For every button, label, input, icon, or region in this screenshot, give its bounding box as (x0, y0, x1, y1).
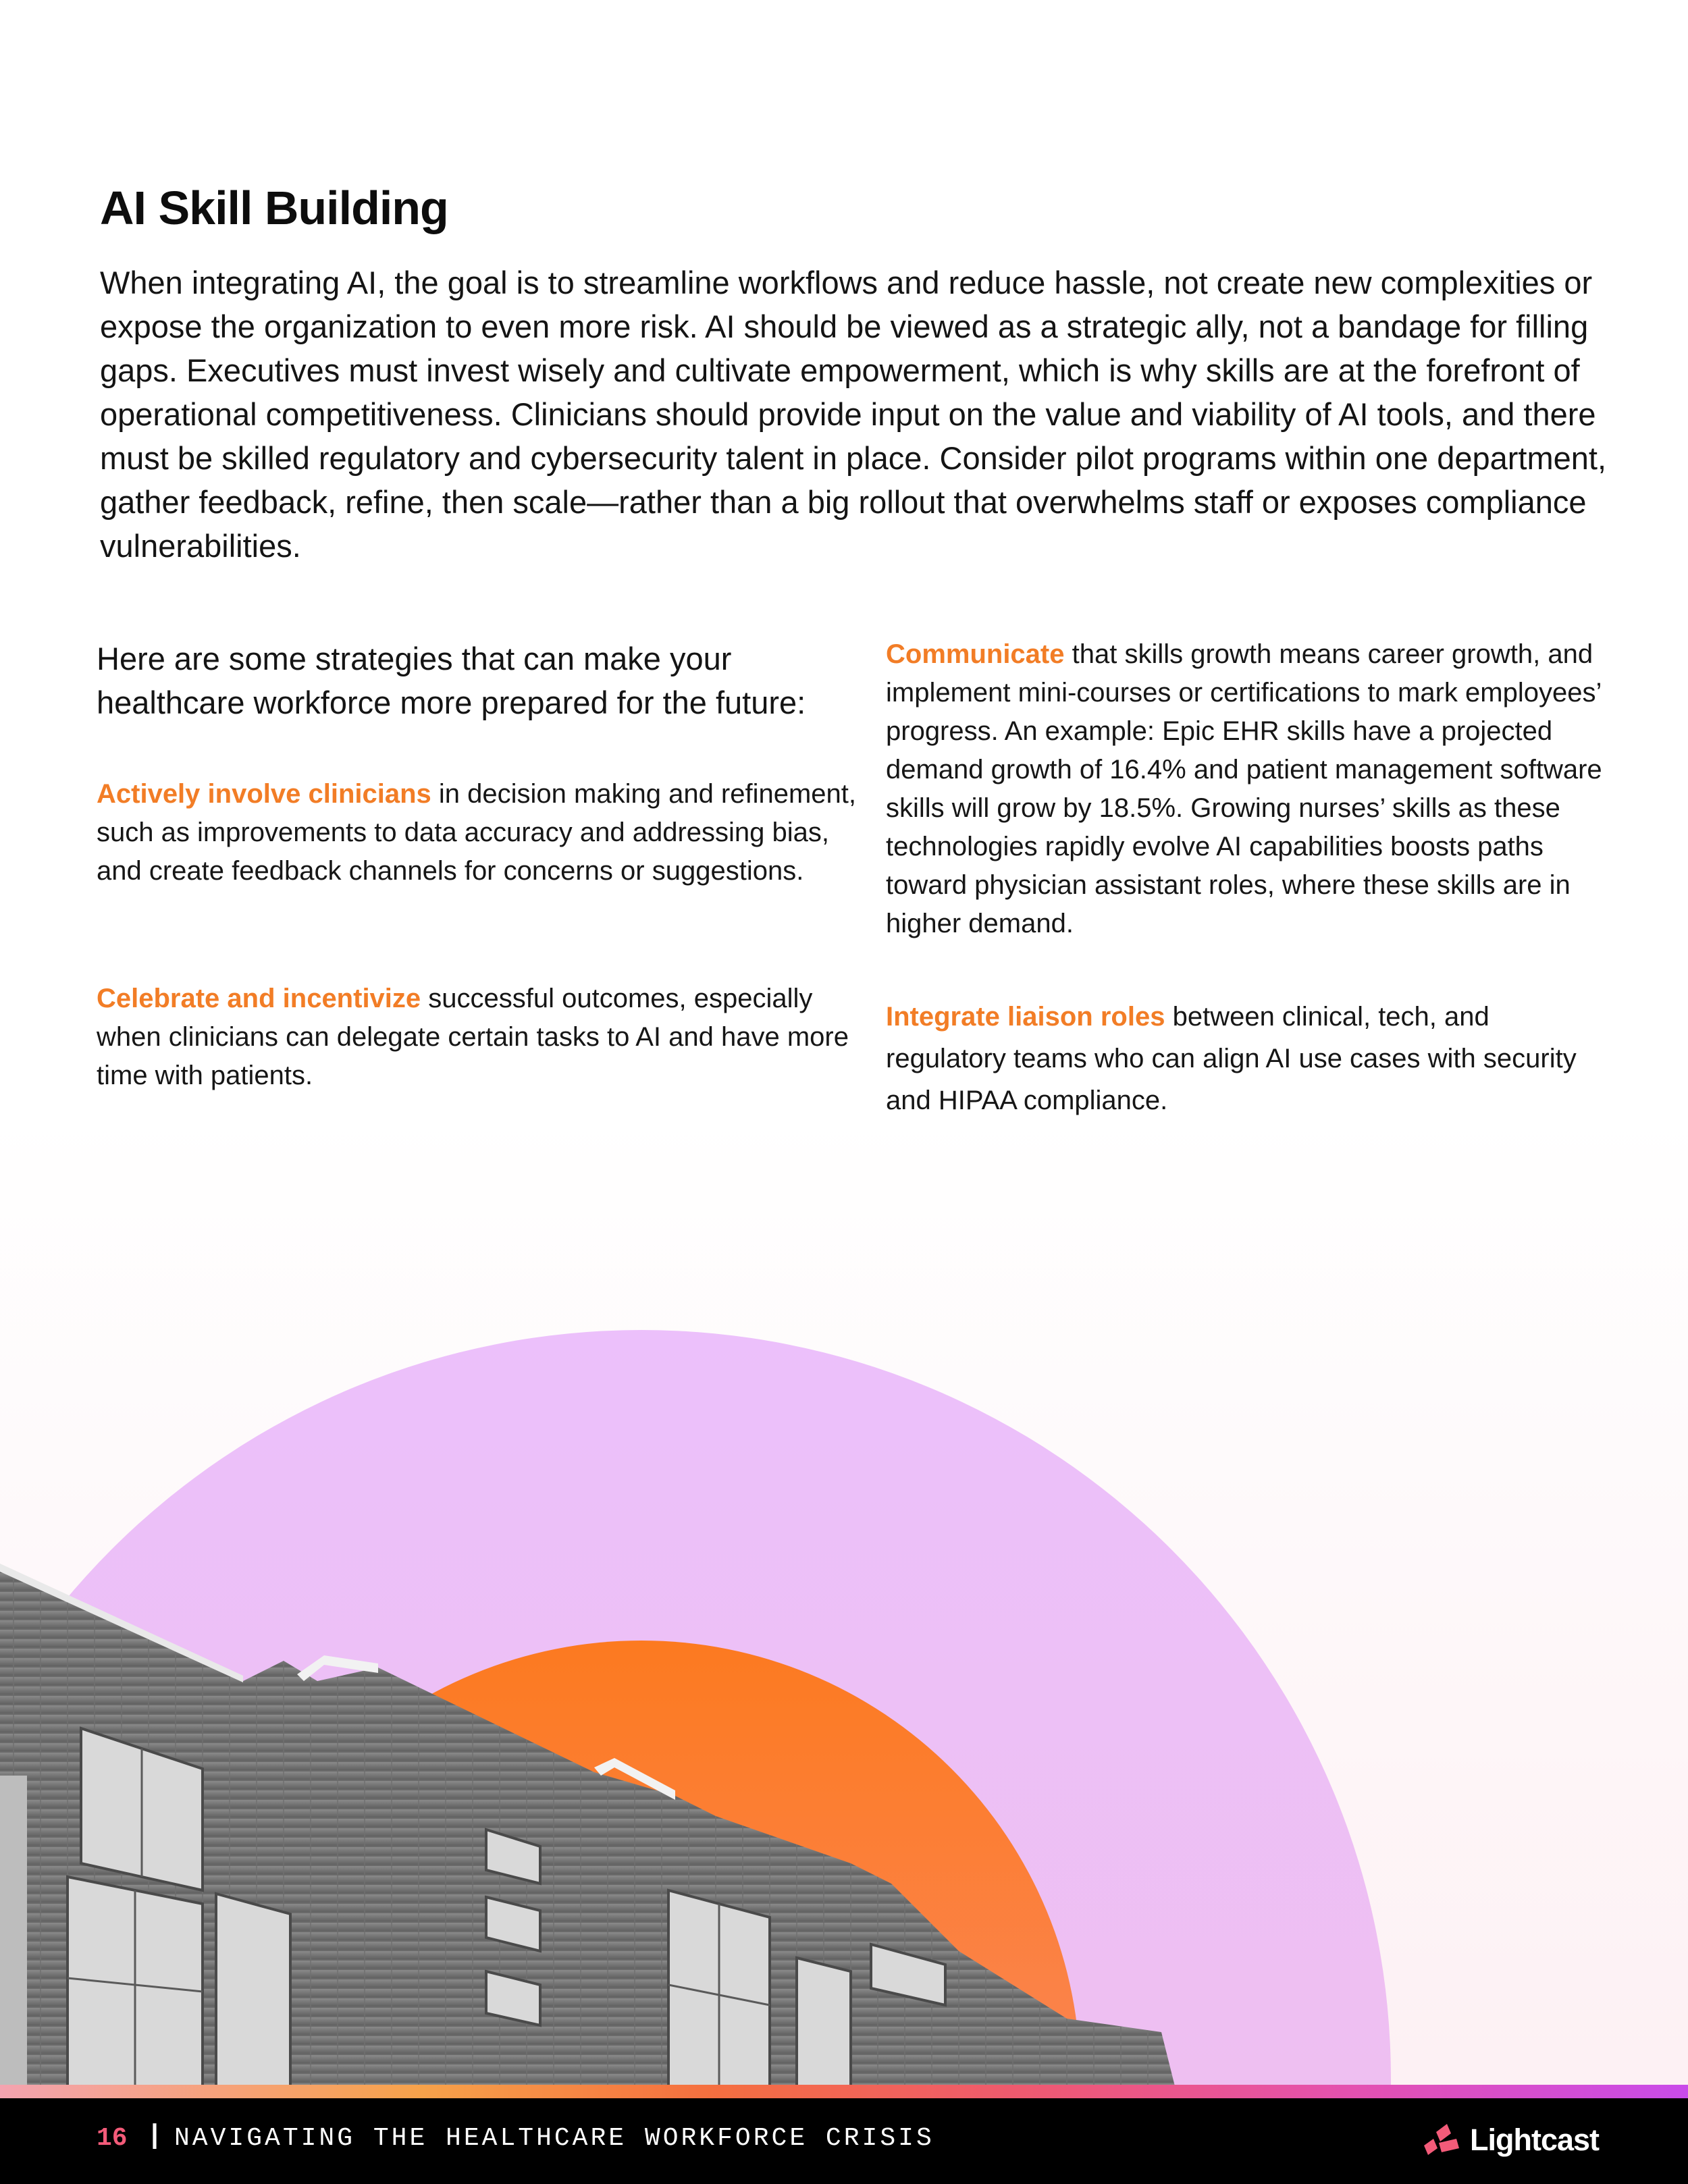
strategies-lead: Here are some strategies that can make your healthcare workforce more prepared for the future: (97, 641, 806, 720)
strategy-communicate (886, 635, 1612, 943)
page-title: AI Skill Building (100, 182, 448, 234)
strategy-highlight: Communicate (886, 639, 1065, 669)
page-number: 16 (97, 2124, 128, 2153)
strategy-highlight: Actively involve clinicians (97, 779, 431, 809)
strategy-highlight: Integrate liaison roles (886, 1002, 1165, 1032)
page-footer (0, 2098, 1688, 2184)
strategy-text: that skills growth means career growth, and implement mini-courses or certifications to mark employees’ progress. An example: Epic EHR skills have a projected demand growth of 16.4% and patient management software skills will grow by 18.5%. Growing nurses’ skills as these technologies rapidly evolve AI capabilities boosts paths toward physician assistant roles, where these skills are in higher demand. (886, 639, 1602, 938)
strategy-celebrate (97, 980, 860, 1095)
intro-paragraph: When integrating AI, the goal is to streamline workflows and reduce hassle, not create new complexities or expose the organization to even more risk. AI should be viewed as a strategic ally, not a bandage for filling gaps. Executives must invest wisely and cultivate empowerment, which is why skills are at the forefront of operational competitiveness. Clinicians should provide input on the value and viability of AI tools, and there must be skilled regulatory and cybersecurity talent in place. Consider pilot programs within one department, gather feedback, refine, then scale—rather than a big rollout that overwhelms staff or exposes compliance vulnerabilities. (100, 265, 1607, 564)
strategy-highlight: Celebrate and incentivize (97, 984, 421, 1013)
strategy-liaison (886, 996, 1612, 1121)
building-wing (0, 1776, 27, 2086)
document-title: NAVIGATING THE HEALTHCARE WORKFORCE CRISIS (174, 2124, 934, 2153)
brand-name: Lightcast (1470, 2123, 1600, 2157)
footer-gradient-stripe (0, 2085, 1688, 2098)
lightcast-logo-icon (1420, 2119, 1463, 2162)
strategy-text: in decision making and refinement, such as improvements to data accuracy and addressing bias, and create feedback channels for concerns or suggestions. (97, 779, 857, 886)
hospital-building-illustration (0, 1148, 1688, 2086)
strategy-text: successful outcomes, especially when clinicians can delegate certain tasks to AI and have more time with patients. (97, 984, 849, 1090)
strategy-clinicians (97, 775, 860, 890)
strategy-text: between clinical, tech, and regulatory teams who can align AI use cases with security and HIPAA compliance. (886, 1002, 1577, 1115)
footer-separator: | (147, 2121, 163, 2152)
